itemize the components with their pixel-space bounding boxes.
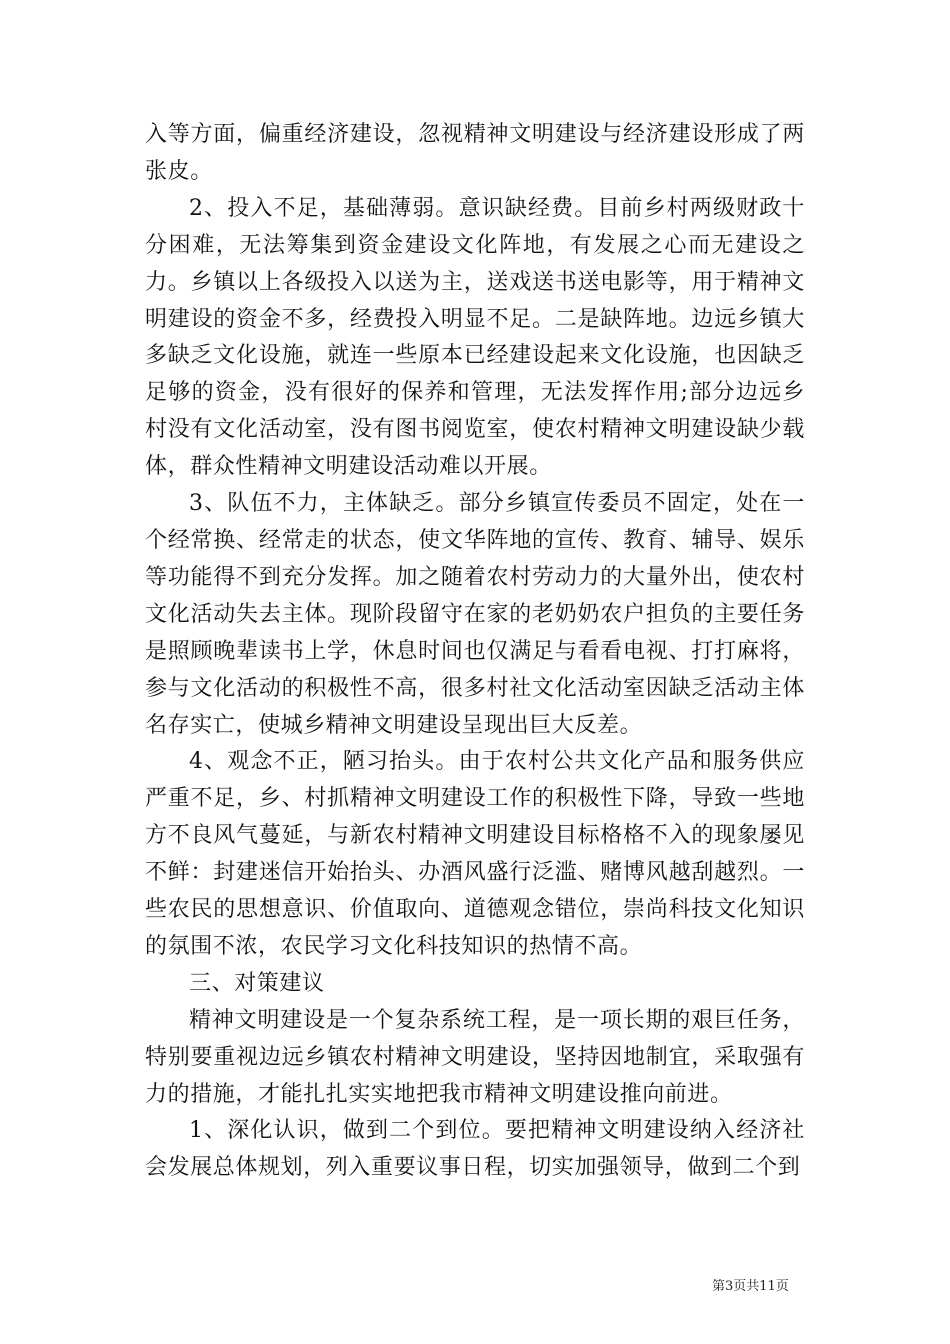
paragraph-countermeasure-1: 1、深化认识，做到二个到位。要把精神文明建设纳入经济社会发展总体规划，列入重要议事日程，切实加强领导，做到二个到 bbox=[145, 1118, 805, 1181]
paragraph-countermeasures-intro: 精神文明建设是一个复杂系统工程，是一项长期的艰巨任务，特别要重视边远乡镇农村精神文明建设，坚持因地制宜，采取强有力的措施，才能扎扎实实地把我市精神文明建设推向前进。 bbox=[145, 1007, 805, 1107]
paragraph-item-4-bad-customs: 4、观念不正，陋习抬头。由于农村公共文化产品和服务供应严重不足，乡、村抓精神文明建设工作的积极性下降，导致一些地方不良风气蔓延，与新农村精神文明建设目标格格不入的现象屡见不鲜：封建迷信开始抬头、办酒风盛行泛滥、赌博风越刮越烈。一些农民的思想意识、价值取向、道德观念错位，崇尚科技文化知识的氛围不浓，农民学习文化科技知识的热情不高。 bbox=[145, 749, 805, 959]
paragraph-item-2-insufficient-investment: 2、投入不足，基础薄弱。意识缺经费。目前乡村两级财政十分困难，无法筹集到资金建设文化阵地，有发展之心而无建设之力。乡镇以上各级投入以送为主，送戏送书送电影等，用于精神文明建设的资金不多，经费投入明显不足。二是缺阵地。边远乡镇大多缺乏文化设施，就连一些原本已经建设起来文化设施，也因缺乏足够的资金，没有很好的保养和管理，无法发挥作用;部分边远乡村没有文化活动室，没有图书阅览室，使农村精神文明建设缺少载体，群众性精神文明建设活动难以开展。 bbox=[145, 195, 805, 480]
document-body bbox=[145, 117, 805, 1187]
section-heading-countermeasures: 三、对策建议 bbox=[189, 970, 325, 996]
page-number-footer: 第3页共11页 bbox=[712, 1279, 789, 1294]
paragraph-continuation: 入等方面，偏重经济建设，忽视精神文明建设与经济建设形成了两张皮。 bbox=[145, 122, 805, 184]
paragraph-item-3-weak-team: 3、队伍不力，主体缺乏。部分乡镇宣传委员不固定，处在一个经常换、经常走的状态，使文华阵地的宣传、教育、辅导、娱乐等功能得不到充分发挥。加之随着农村劳动力的大量外出，使农村文化活动失去主体。现阶段留守在家的老奶奶农户担负的主要任务是照顾晚辈读书上学，休息时间也仅满足与看看电视、打打麻将，参与文化活动的积极性不高，很多村社文化活动室因缺乏活动主体名存实亡，使城乡精神文明建设呈现出巨大反差。 bbox=[145, 491, 805, 738]
